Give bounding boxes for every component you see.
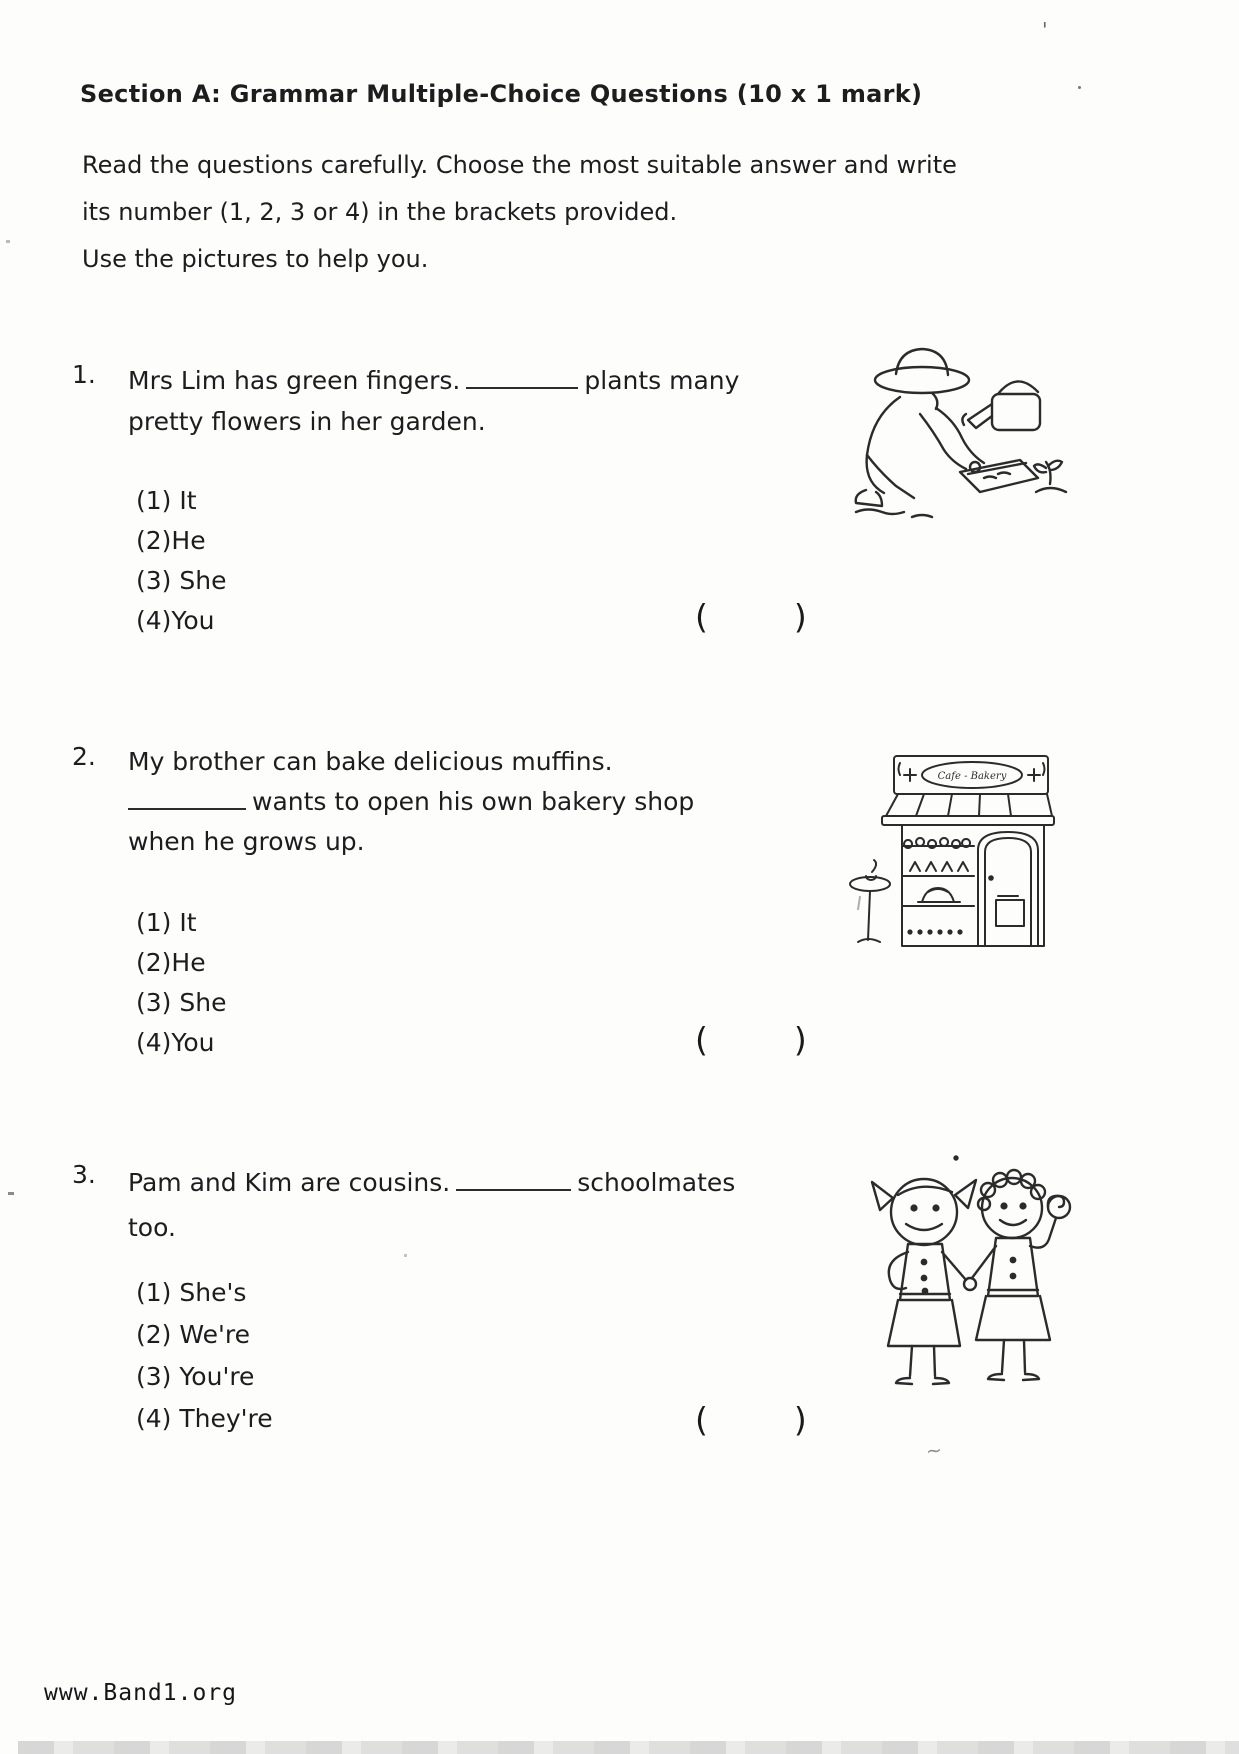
question-3-number: 3.: [72, 1160, 96, 1189]
question-3-line-2: too.: [128, 1213, 176, 1242]
option-row: (4)You: [136, 1028, 215, 1057]
close-bracket: ): [793, 1020, 807, 1059]
option-row: (3) She: [136, 566, 227, 595]
question-2-text: [128, 742, 694, 862]
question-2-number: 2.: [72, 742, 96, 771]
option-row: (2)He: [136, 948, 206, 977]
open-bracket: (: [695, 597, 708, 636]
question-3-line-1: [128, 1160, 735, 1205]
scan-speck: [404, 1254, 407, 1257]
scan-speck: [6, 240, 10, 243]
question-1-answer-brackets: [695, 597, 807, 636]
option-row: (1) It: [136, 486, 197, 515]
option-row: (2) We're: [136, 1320, 250, 1349]
question-3-text: [128, 1160, 735, 1250]
question-1-text-before-blank: Mrs Lim has green fingers.: [128, 366, 461, 395]
instructions-line-3: Use the pictures to help you.: [82, 245, 429, 273]
instructions: [82, 142, 957, 283]
close-bracket: ): [793, 597, 807, 636]
question-2-line-3: when he grows up.: [128, 827, 365, 856]
question-3-options: [136, 1278, 273, 1446]
cake-display: [922, 888, 954, 902]
question-2-line-2: [128, 782, 694, 822]
woman-gardening-illustration: [842, 340, 1070, 546]
option-row: (4)You: [136, 606, 215, 635]
open-bracket: (: [695, 1020, 708, 1059]
scan-speck: [8, 1192, 14, 1195]
pigtail-icon: [872, 1182, 893, 1210]
bakery-sign-text: Cafe - Bakery: [937, 771, 1007, 782]
option-row: (3) She: [136, 988, 227, 1017]
arched-door-icon: [978, 832, 1038, 946]
question-1-options: [136, 486, 226, 646]
sparkle-icon: [904, 769, 916, 781]
option-row: (1) She's: [136, 1278, 247, 1307]
question-2-text-after-blank: wants to open his own bakery shop: [252, 787, 695, 816]
question-1-number: 1.: [72, 360, 96, 389]
option-row: (2)He: [136, 526, 206, 555]
answer-blank: [466, 383, 578, 389]
awning-bar: [882, 816, 1054, 825]
bakery-shop-illustration: [848, 750, 1055, 950]
question-1-text: [128, 360, 739, 442]
pastry-display: [910, 862, 968, 871]
sun-hat-icon: [875, 367, 969, 393]
two-girls-illustration: [860, 1150, 1072, 1390]
answer-blank: [128, 804, 246, 810]
footer-url: www.Band1.org: [44, 1680, 238, 1706]
held-hands: [964, 1278, 976, 1290]
question-1-line-1: [128, 360, 739, 401]
close-bracket: ): [793, 1400, 807, 1439]
scan-edge-band: [18, 1741, 1239, 1754]
scan-speck: [1078, 86, 1081, 89]
scan-squiggle: ~: [924, 1439, 944, 1463]
option-row: (3) You're: [136, 1362, 255, 1391]
sparkle-icon: [1028, 769, 1040, 781]
question-3-text-before-blank: Pam and Kim are cousins.: [128, 1168, 451, 1197]
instructions-line-2: its number (1, 2, 3 or 4) in the brackets provided.: [82, 198, 678, 226]
question-2-answer-brackets: [695, 1020, 807, 1059]
answer-blank: [456, 1185, 571, 1191]
question-3-answer-brackets: [695, 1400, 807, 1439]
girl-1-head: [891, 1179, 957, 1245]
option-row: (4) They're: [136, 1404, 273, 1433]
question-2-options: [136, 908, 226, 1068]
question-1-line-2: pretty flowers in her garden.: [128, 407, 486, 436]
instructions-line-1: Read the questions carefully. Choose the most suitable answer and write: [82, 151, 957, 179]
open-bracket: (: [695, 1400, 708, 1439]
question-3-text-after-blank: schoolmates: [577, 1168, 736, 1197]
scan-speck: ': [1042, 18, 1048, 42]
pigtail-icon: [955, 1180, 976, 1208]
question-2-line-1: My brother can bake delicious muffins.: [128, 747, 613, 776]
option-row: (1) It: [136, 908, 197, 937]
watering-can-icon: [992, 394, 1040, 430]
question-1-text-after-blank: plants many: [584, 366, 740, 395]
section-title: Section A: Grammar Multiple-Choice Questions (10 x 1 mark): [80, 80, 923, 108]
